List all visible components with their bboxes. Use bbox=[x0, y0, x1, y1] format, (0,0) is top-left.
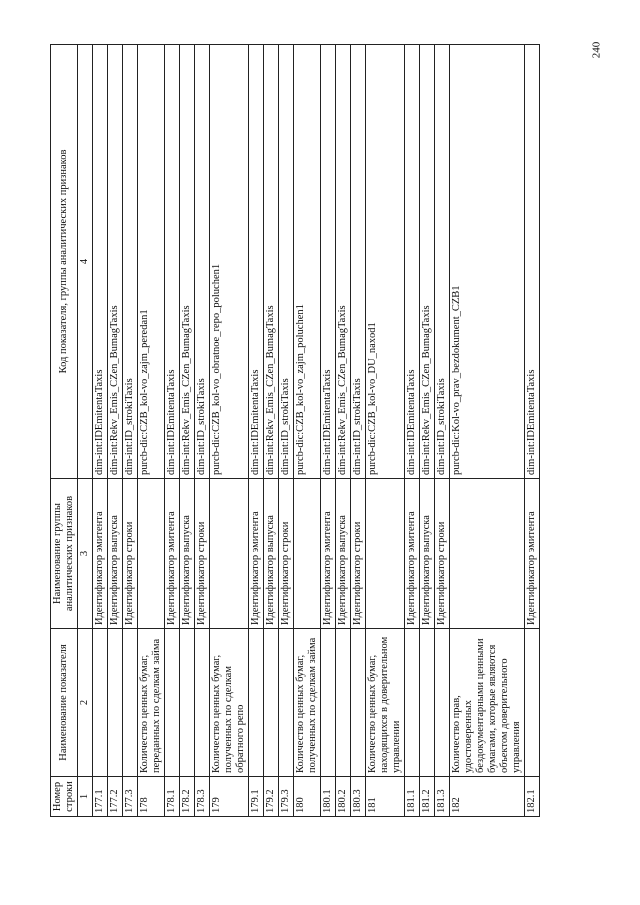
row-number-cell: 182 bbox=[450, 777, 525, 817]
table-row bbox=[180, 45, 195, 817]
column-number: 2 bbox=[78, 629, 93, 777]
indicator-name-cell bbox=[351, 629, 366, 777]
table-row bbox=[195, 45, 210, 817]
code-cell: dim-int:ID_strokiTaxis bbox=[123, 45, 138, 479]
row-number-cell: 177.3 bbox=[123, 777, 138, 817]
table-row bbox=[210, 45, 249, 817]
group-name-cell bbox=[366, 479, 405, 629]
indicator-name-cell: Количество ценных бумаг, полученных по сделкам обратного репо bbox=[210, 629, 249, 777]
code-cell: dim-int:IDEmitentaTaxis bbox=[165, 45, 180, 479]
indicator-name-cell: Количество ценных бумаг, полученных по сделкам займа bbox=[294, 629, 321, 777]
row-number-cell: 180.2 bbox=[336, 777, 351, 817]
code-cell: dim-int:ID_strokiTaxis bbox=[435, 45, 450, 479]
indicator-name-cell bbox=[165, 629, 180, 777]
code-cell: dim-int:ID_strokiTaxis bbox=[195, 45, 210, 479]
table-row bbox=[420, 45, 435, 817]
row-number-cell: 181 bbox=[366, 777, 405, 817]
row-number-cell: 178.3 bbox=[195, 777, 210, 817]
row-number-cell: 181.2 bbox=[420, 777, 435, 817]
group-name-cell: Идентификатор строки bbox=[279, 479, 294, 629]
indicator-name-cell bbox=[123, 629, 138, 777]
indicator-name-cell bbox=[195, 629, 210, 777]
code-cell: dim-int:IDEmitentaTaxis bbox=[321, 45, 336, 479]
page-number: 240 bbox=[590, 41, 603, 59]
code-cell: dim-int:Rekv_Emis_CZen_BumagTaxis bbox=[180, 45, 195, 479]
group-name-cell: Идентификатор строки bbox=[123, 479, 138, 629]
column-number: 1 bbox=[78, 777, 93, 817]
group-name-cell: Идентификатор эмитента bbox=[93, 479, 108, 629]
table-row bbox=[138, 45, 165, 817]
code-cell: dim-int:IDEmitentaTaxis bbox=[405, 45, 420, 479]
group-name-cell: Идентификатор строки bbox=[351, 479, 366, 629]
header-row bbox=[51, 45, 78, 817]
indicator-name-cell bbox=[180, 629, 195, 777]
rotated-table-container bbox=[50, 45, 540, 817]
table-row bbox=[123, 45, 138, 817]
indicator-table bbox=[50, 44, 540, 817]
group-name-cell: Идентификатор эмитента bbox=[165, 479, 180, 629]
header-code: Код показателя, группы аналитических признаков bbox=[51, 45, 78, 479]
table-row bbox=[525, 45, 540, 817]
group-name-cell: Идентификатор выпуска bbox=[264, 479, 279, 629]
indicator-name-cell bbox=[108, 629, 123, 777]
code-cell: dim-int:ID_strokiTaxis bbox=[351, 45, 366, 479]
group-name-cell: Идентификатор эмитента bbox=[321, 479, 336, 629]
table-row bbox=[351, 45, 366, 817]
group-name-cell: Идентификатор выпуска bbox=[336, 479, 351, 629]
column-number-row bbox=[78, 45, 93, 817]
group-name-cell bbox=[210, 479, 249, 629]
header-row-number: Номер строки bbox=[51, 777, 78, 817]
table-row bbox=[93, 45, 108, 817]
row-number-cell: 180.3 bbox=[351, 777, 366, 817]
group-name-cell bbox=[294, 479, 321, 629]
group-name-cell: Идентификатор выпуска bbox=[108, 479, 123, 629]
table-row bbox=[249, 45, 264, 817]
table-row bbox=[108, 45, 123, 817]
table-row bbox=[264, 45, 279, 817]
table-row bbox=[435, 45, 450, 817]
table-row bbox=[336, 45, 351, 817]
code-cell: dim-int:ID_strokiTaxis bbox=[279, 45, 294, 479]
indicator-name-cell: Количество прав, удостоверенных бездокументарными ценными бумагами, которые являются объектом доверительного управления bbox=[450, 629, 525, 777]
row-number-cell: 180 bbox=[294, 777, 321, 817]
group-name-cell: Идентификатор эмитента bbox=[525, 479, 540, 629]
header-group-name: Наименование группы аналитических признаков bbox=[51, 479, 78, 629]
table-row bbox=[279, 45, 294, 817]
row-number-cell: 181.1 bbox=[405, 777, 420, 817]
row-number-cell: 182.1 bbox=[525, 777, 540, 817]
code-cell: purcb-dic:Kol-vo_prav_bezdokument_CZB1 bbox=[450, 45, 525, 479]
group-name-cell bbox=[138, 479, 165, 629]
code-cell: purcb-dic:CZB_kol-vo_DU_naxod1 bbox=[366, 45, 405, 479]
code-cell: dim-int:Rekv_Emis_CZen_BumagTaxis bbox=[108, 45, 123, 479]
table-row bbox=[321, 45, 336, 817]
group-name-cell: Идентификатор выпуска bbox=[180, 479, 195, 629]
code-cell: purcb-dic:CZB_kol-vo_obratnoe_repo_poluchen1 bbox=[210, 45, 249, 479]
indicator-name-cell bbox=[321, 629, 336, 777]
column-number: 4 bbox=[78, 45, 93, 479]
code-cell: purcb-dic:CZB_kol-vo_zajm_poluchen1 bbox=[294, 45, 321, 479]
indicator-name-cell: Количество ценных бумаг, находящихся в доверительном управлении bbox=[366, 629, 405, 777]
code-cell: dim-int:IDEmitentaTaxis bbox=[93, 45, 108, 479]
row-number-cell: 178 bbox=[138, 777, 165, 817]
indicator-name-cell bbox=[93, 629, 108, 777]
code-cell: dim-int:Rekv_Emis_CZen_BumagTaxis bbox=[264, 45, 279, 479]
indicator-name-cell bbox=[264, 629, 279, 777]
row-number-cell: 179.2 bbox=[264, 777, 279, 817]
table-row bbox=[294, 45, 321, 817]
row-number-cell: 177.2 bbox=[108, 777, 123, 817]
row-number-cell: 179.3 bbox=[279, 777, 294, 817]
group-name-cell: Идентификатор строки bbox=[435, 479, 450, 629]
table-row bbox=[366, 45, 405, 817]
row-number-cell: 178.1 bbox=[165, 777, 180, 817]
code-cell: dim-int:Rekv_Emis_CZen_BumagTaxis bbox=[420, 45, 435, 479]
row-number-cell: 179.1 bbox=[249, 777, 264, 817]
table-row bbox=[450, 45, 525, 817]
row-number-cell: 180.1 bbox=[321, 777, 336, 817]
group-name-cell bbox=[450, 479, 525, 629]
code-cell: dim-int:IDEmitentaTaxis bbox=[249, 45, 264, 479]
indicator-name-cell bbox=[405, 629, 420, 777]
indicator-name-cell: Количество ценных бумаг, переданных по сделкам займа bbox=[138, 629, 165, 777]
table-row bbox=[405, 45, 420, 817]
row-number-cell: 181.3 bbox=[435, 777, 450, 817]
table-row bbox=[165, 45, 180, 817]
indicator-name-cell bbox=[249, 629, 264, 777]
column-number: 3 bbox=[78, 479, 93, 629]
group-name-cell: Идентификатор эмитента bbox=[405, 479, 420, 629]
group-name-cell: Идентификатор строки bbox=[195, 479, 210, 629]
indicator-name-cell bbox=[336, 629, 351, 777]
code-cell: dim-int:Rekv_Emis_CZen_BumagTaxis bbox=[336, 45, 351, 479]
indicator-name-cell bbox=[525, 629, 540, 777]
header-indicator-name: Наименование показателя bbox=[51, 629, 78, 777]
row-number-cell: 179 bbox=[210, 777, 249, 817]
group-name-cell: Идентификатор эмитента bbox=[249, 479, 264, 629]
indicator-name-cell bbox=[435, 629, 450, 777]
indicator-name-cell bbox=[279, 629, 294, 777]
row-number-cell: 177.1 bbox=[93, 777, 108, 817]
code-cell: purcb-dic:CZB_kol-vo_zajm_peredan1 bbox=[138, 45, 165, 479]
row-number-cell: 178.2 bbox=[180, 777, 195, 817]
indicator-name-cell bbox=[420, 629, 435, 777]
group-name-cell: Идентификатор выпуска bbox=[420, 479, 435, 629]
code-cell: dim-int:IDEmitentaTaxis bbox=[525, 45, 540, 479]
